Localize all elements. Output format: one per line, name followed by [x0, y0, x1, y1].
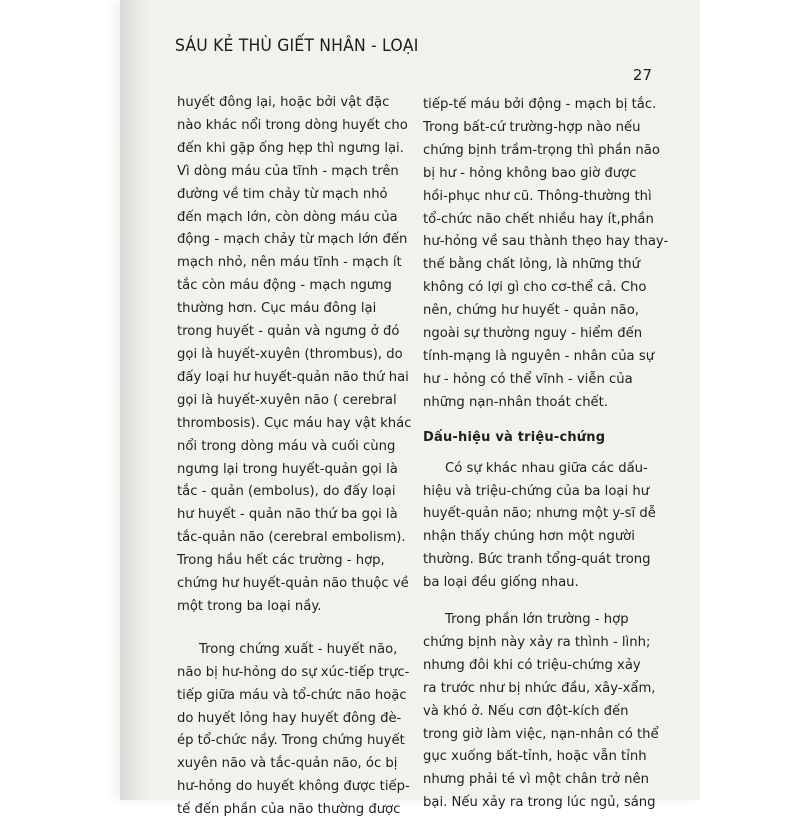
text-line: đến khi gặp ống hẹp thì ngưng lại. [177, 140, 404, 156]
text-line: không có lợi gì cho cơ-thể cả. Cho [423, 280, 647, 296]
text-line: thrombosis). Cục máu hay vật khác [177, 415, 412, 431]
text-line: gục xuống bất-tỉnh, hoặc vẫn tỉnh [423, 749, 647, 765]
left-column [177, 92, 412, 822]
text-line: Vì dòng máu của tĩnh - mạch trên [177, 163, 399, 179]
text-line: não bị hư-hỏng do sự xúc-tiếp trực- [177, 664, 410, 680]
text-line: hư-hỏng về sau thành thẹo hay thay- [423, 234, 669, 250]
page-number: 27 [632, 66, 652, 84]
text-line: Trong bất-cứ trường-hợp nào nếu [423, 119, 641, 135]
text-line: tế đến phần của não thường được [177, 802, 401, 818]
text-line: nhưng phải té vì một chân trở nên [423, 772, 649, 788]
text-line: ra trước như bị nhức đầu, xây-xẩm, [423, 680, 656, 696]
text-line: Trong phần lớn trường - hợp [445, 612, 629, 628]
text-line: và khó ở. Nếu cơn đột-kích đến [423, 703, 629, 719]
book-page [120, 0, 700, 818]
text-line: ba loại đều giống nhau. [423, 575, 579, 591]
text-line: chứng hư huyết-quản não thuộc về [177, 576, 409, 592]
text-line: nào khác nổi trong dòng huyết cho [177, 117, 408, 133]
text-line: thường hơn. Cục máu đông lại [177, 301, 377, 317]
text-line: xuyên não và tắc-quản não, óc bị [177, 756, 398, 772]
section-heading: Dấu-hiệu và triệu-chứng [423, 429, 606, 445]
text-line: tiếp-tế máu bởi động - mạch bị tắc. [423, 97, 657, 112]
left-paragraph-1 [177, 92, 412, 619]
text-line: bại. Nếu xảy ra trong lúc ngủ, sáng [423, 795, 656, 811]
text-line: đấy loại hư huyết-quản não thứ hai [177, 369, 409, 385]
text-line: nổi trong dòng máu và cuối cùng [177, 438, 396, 454]
text-line: chứng bịnh trầm-trọng thì phần não [423, 142, 660, 158]
text-line: hư-hỏng do huyết không được tiếp- [177, 779, 410, 795]
text-line: trong huyết - quản và ngưng ở đó [177, 324, 400, 340]
text-line: tắc-quản não (cerebral embolism). [177, 530, 406, 546]
text-line: huyết đông lại, hoặc bởi vật đặc [177, 95, 390, 110]
text-line: ngoài sự thường nguy - hiểm đến [423, 326, 643, 342]
text-line: gọi là huyết-xuyên (thrombus), do [177, 346, 403, 362]
text-line: nhưng đôi khi có triệu-chứng xảy [423, 657, 641, 673]
text-line: gọi là huyết-xuyên não ( cerebral [177, 392, 397, 408]
text-line: mạch nhỏ, nên máu tĩnh - mạch ít [177, 255, 402, 271]
text-line: tổ-chức não chết nhiều hay ít,phần [423, 211, 654, 227]
text-line: hư huyết - quản não thứ ba gọi là [177, 507, 398, 523]
text-line: thường. Bức tranh tổng-quát trong [423, 552, 651, 568]
text-line: tính-mạng là nguyên - nhân của sự [423, 348, 655, 364]
page-gutter-shadow [120, 0, 148, 800]
text-line: động - mạch chảy từ mạch lớn đến [177, 232, 408, 248]
text-line: trong giờ làm việc, nạn-nhân có thể [423, 726, 659, 742]
text-line: bị hư - hỏng không bao giờ được [423, 165, 637, 181]
text-line: tắc - quản (embolus), do đấy loại [177, 484, 396, 500]
text-line: chứng bịnh này xảy ra thình - lình; [423, 634, 651, 650]
right-column [423, 94, 669, 815]
text-line: huyết-quản não; nhưng một y-sĩ dễ [423, 506, 656, 522]
text-line: hồi-phục như cũ. Thông-thường thì [423, 188, 652, 204]
right-paragraph-3 [423, 609, 659, 815]
text-line: Trong hầu hết các trường - hợp, [177, 553, 385, 569]
running-head: SÁU KẺ THÙ GIẾT NHÂN - LOẠI [175, 36, 419, 56]
text-line: một trong ba loại nầy. [177, 598, 322, 614]
text-line: ngưng lại trong huyết-quản gọi là [177, 461, 398, 477]
left-paragraph-2 [177, 639, 409, 822]
text-line: nên, chứng hư huyết - quản não, [423, 303, 640, 319]
text-line: đến mạch lớn, còn dòng máu của [177, 209, 398, 225]
text-line: hiệu và triệu-chứng của ba loại hư [423, 483, 650, 499]
text-line: do huyết lỏng hay huyết đông đè- [177, 710, 402, 726]
text-line: tắc còn máu động - mạch ngưng [177, 278, 392, 294]
text-line: những nạn-nhân thoát chết. [423, 394, 609, 410]
right-paragraph-1 [423, 94, 669, 415]
text-line: Trong chứng xuất - huyết não, [199, 641, 398, 657]
text-line: tiếp giữa máu và tổ-chức não hoặc [177, 687, 407, 703]
right-paragraph-2 [423, 458, 655, 595]
text-line: nhận thấy chúng hơn một người [423, 529, 635, 545]
text-line: đường về tim chảy từ mạch nhỏ [177, 186, 388, 202]
text-line: Có sự khác nhau giữa các dấu- [445, 460, 648, 476]
text-line: hư - hỏng có thể vĩnh - viễn của [423, 371, 633, 387]
text-line: thế bằng chất lỏng, là những thứ [423, 257, 640, 273]
text-line: ép tổ-chức nầy. Trong chứng huyết [177, 733, 405, 749]
